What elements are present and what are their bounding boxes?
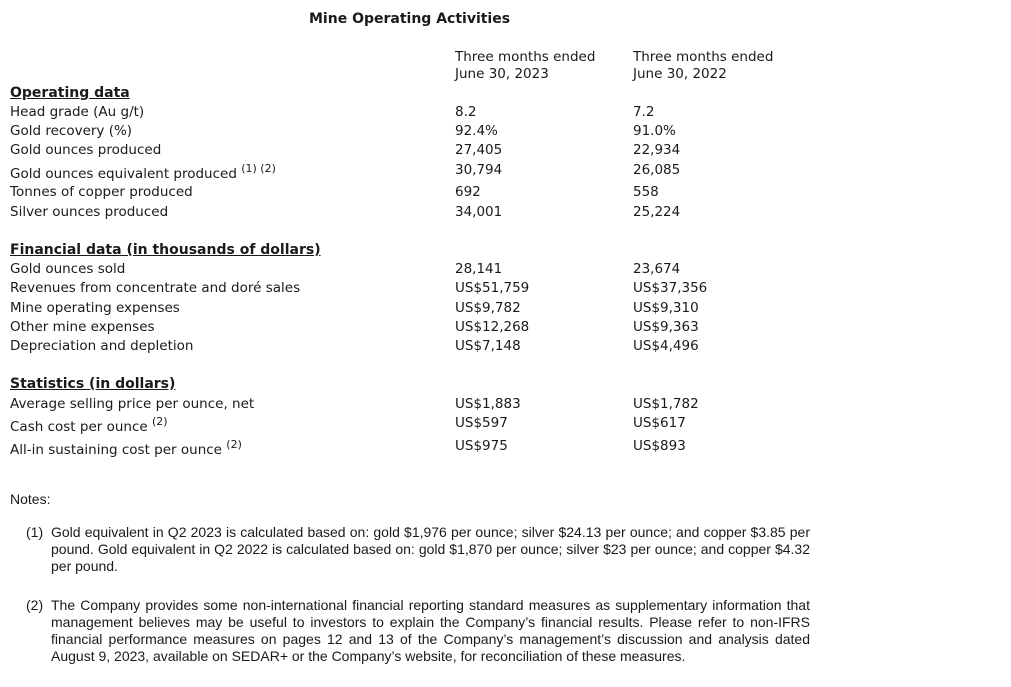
value-2022: 91.0% — [633, 123, 676, 139]
value-2023: 30,794 — [455, 162, 503, 178]
note-number: (2) — [26, 597, 44, 613]
table-row — [0, 319, 1011, 338]
value-2022: 26,085 — [633, 162, 681, 178]
row-label: Gold recovery (%) — [10, 123, 133, 139]
value-2023: 27,405 — [455, 142, 503, 158]
row-label: Silver ounces produced — [10, 204, 169, 220]
value-2022: US$893 — [633, 438, 686, 454]
footnote-ref: (2) — [152, 415, 168, 428]
row-label-wrap — [10, 162, 276, 182]
column-header-line2: June 30, 2023 — [455, 66, 549, 82]
value-2023: US$975 — [455, 438, 508, 454]
value-2022: US$9,363 — [633, 319, 699, 335]
value-2023: 34,001 — [455, 204, 503, 220]
value-2023: US$12,268 — [455, 319, 530, 335]
table-row — [0, 396, 1011, 415]
value-2022: 22,934 — [633, 142, 681, 158]
table-row — [0, 280, 1011, 299]
row-label-wrap — [10, 438, 242, 458]
table-row — [0, 204, 1011, 223]
row-label: All-in sustaining cost per ounce — [10, 442, 222, 458]
row-label: Gold ounces sold — [10, 261, 126, 277]
note-text: The Company provides some non-international financial reporting standard measures as supplementary information that management believes may be useful to investors to explain the Company’s financial results. Please refer to non-IFRS financial performance measures on pages 12 and 13 of the Company’s management’s discussion and analysis dated August 9, 2023, available on SEDAR+ or the Company’s website, for reconciliation of these measures. — [51, 597, 810, 664]
value-2023: 8.2 — [455, 104, 477, 120]
value-2023: US$1,883 — [455, 396, 521, 412]
row-label: Gold ounces equivalent produced — [10, 166, 237, 182]
value-2022: US$4,496 — [633, 338, 699, 354]
table-row — [0, 184, 1011, 203]
value-2023: 692 — [455, 184, 481, 200]
row-label: Average selling price per ounce, net — [10, 396, 255, 412]
table-row — [0, 261, 1011, 280]
column-header-2022 — [633, 49, 773, 83]
notes-title: Notes: — [10, 491, 51, 507]
value-2022: US$37,356 — [633, 280, 708, 296]
value-2022: 558 — [633, 184, 659, 200]
row-label: Depreciation and depletion — [10, 338, 194, 354]
row-label: Gold ounces produced — [10, 142, 162, 158]
row-label: Other mine expenses — [10, 319, 155, 335]
value-2022: 25,224 — [633, 204, 681, 220]
value-2023: US$597 — [455, 415, 508, 431]
note-item — [26, 597, 810, 665]
column-header-line1: Three months ended — [455, 49, 596, 65]
footnote-ref: (1) (2) — [241, 162, 276, 175]
row-label: Mine operating expenses — [10, 300, 180, 316]
footnote-ref: (2) — [226, 438, 242, 451]
value-2022: 7.2 — [633, 104, 655, 120]
table-row — [0, 123, 1011, 142]
table-row — [0, 415, 1011, 434]
section-heading-statistics: Statistics (in dollars) — [10, 376, 176, 392]
row-label: Head grade (Au g/t) — [10, 104, 145, 120]
table-row — [0, 338, 1011, 357]
note-item — [26, 524, 810, 575]
column-header-line2: June 30, 2022 — [633, 66, 727, 82]
value-2023: US$9,782 — [455, 300, 521, 316]
section-heading-financial: Financial data (in thousands of dollars) — [10, 242, 321, 258]
section-heading-operating: Operating data — [10, 85, 130, 101]
value-2022: US$617 — [633, 415, 686, 431]
table-row — [0, 142, 1011, 161]
row-label: Tonnes of copper produced — [10, 184, 193, 200]
row-label: Cash cost per ounce — [10, 419, 148, 435]
page-title: Mine Operating Activities — [309, 11, 511, 27]
table-row — [0, 162, 1011, 181]
value-2023: US$51,759 — [455, 280, 530, 296]
column-header-2023 — [455, 49, 595, 83]
note-number: (1) — [26, 524, 44, 540]
value-2023: 28,141 — [455, 261, 503, 277]
row-label: Revenues from concentrate and doré sales — [10, 280, 301, 296]
note-text: Gold equivalent in Q2 2023 is calculated based on: gold $1,976 per ounce; silver $24.13 per ounce; and copper $3.85 per pound. Gold equivalent in Q2 2022 is calculated based on: gold $1,870 per ounce; silver $23 per ounce; and copper $4.32 per pound. — [51, 524, 810, 574]
value-2022: US$1,782 — [633, 396, 699, 412]
table-row — [0, 104, 1011, 123]
row-label-wrap — [10, 415, 168, 435]
column-header-line1: Three months ended — [633, 49, 774, 65]
value-2023: 92.4% — [455, 123, 498, 139]
value-2023: US$7,148 — [455, 338, 521, 354]
table-row — [0, 300, 1011, 319]
value-2022: 23,674 — [633, 261, 681, 277]
value-2022: US$9,310 — [633, 300, 699, 316]
table-row — [0, 438, 1011, 457]
